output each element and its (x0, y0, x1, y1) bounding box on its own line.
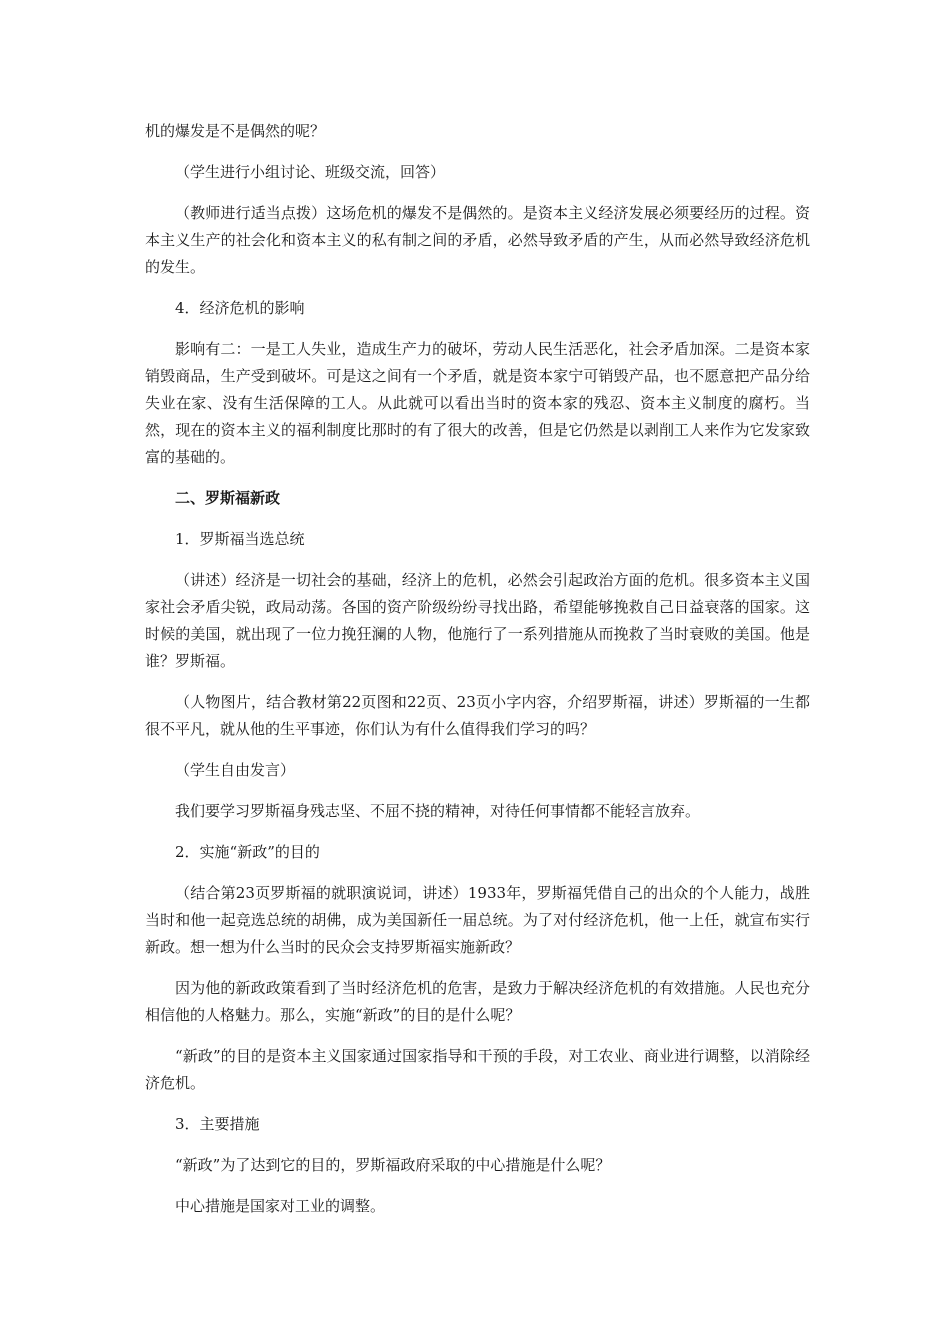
paragraph-17: “新政”为了达到它的目的，罗斯福政府采取的中心措施是什么呢？ (175, 1156, 611, 1174)
section-heading-4: 4．经济危机的影响 (175, 299, 305, 317)
paragraph-14: 因为他的新政政策看到了当时经济危机的危害，是致力于解决经济危机的有效措施。人民也充分相信他的人格魅力。那么，实施“新政”的目的是什么呢？ (145, 979, 810, 1024)
paragraph-3: （教师进行适当点拨）这场危机的爆发不是偶然的。是资本主义经济发展必须要经历的过程。资本主义生产的社会化和资本主义的私有制之间的矛盾，必然导致矛盾的产生，从而必然导致经济危机的发生。 (145, 204, 810, 276)
paragraph-5: 影响有二：一是工人失业，造成生产力的破坏，劳动人民生活恶化，社会矛盾加深。二是资本家销毁商品，生产受到破坏。可是这之间有一个矛盾，就是资本家宁可销毁产品，也不愿意把产品分给失业在家、没有生活保障的工人。从此就可以看出当时的资本家的残忍、资本主义制度的腐朽。当然，现在的资本主义的福利制度比那时的有了很大的改善，但是它仍然是以剥削工人来作为它发家致富的基础的。 (145, 340, 810, 466)
paragraph-8: （讲述）经济是一切社会的基础，经济上的危机，必然会引起政治方面的危机。很多资本主义国家社会矛盾尖锐，政局动荡。各国的资产阶级纷纷寻找出路，希望能够挽救自己日益衰落的国家。这时候的美国，就出现了一位力挽狂澜的人物，他施行了一系列措施从而挽救了当时衰败的美国。他是谁？罗斯福。 (145, 571, 810, 670)
section-heading-1: 1．罗斯福当选总统 (175, 530, 305, 548)
chapter-heading-roosevelt-new-deal: 二、罗斯福新政 (175, 489, 281, 507)
paragraph-13: （结合第23页罗斯福的就职演说词，讲述）1933年，罗斯福凭借自己的出众的个人能力，战胜当时和他一起竞选总统的胡佛，成为美国新任一届总统。为了对付经济危机，他一上任，就宣布实行新政。想一想为什么当时的民众会支持罗斯福实施新政？ (145, 884, 810, 956)
section-heading-2: 2．实施“新政”的目的 (175, 843, 320, 861)
paragraph-15: “新政”的目的是资本主义国家通过国家指导和干预的手段，对工农业、商业进行调整，以消除经济危机。 (145, 1047, 810, 1092)
paragraph-10: （学生自由发言） (175, 761, 296, 779)
paragraph-9: （人物图片，结合教材第22页图和22页、23页小字内容，介绍罗斯福，讲述）罗斯福的一生都很不平凡，就从他的生平事迹，你们认为有什么值得我们学习的吗？ (145, 693, 810, 738)
paragraph-18: 中心措施是国家对工业的调整。 (175, 1197, 386, 1215)
paragraph-1: 机的爆发是不是偶然的呢？ (145, 122, 326, 140)
document-body (145, 118, 810, 1234)
paragraph-11: 我们要学习罗斯福身残志坚、不屈不挠的精神，对待任何事情都不能轻言放弃。 (175, 802, 701, 820)
section-heading-3: 3．主要措施 (175, 1115, 260, 1133)
paragraph-2: （学生进行小组讨论、班级交流，回答） (175, 163, 446, 181)
